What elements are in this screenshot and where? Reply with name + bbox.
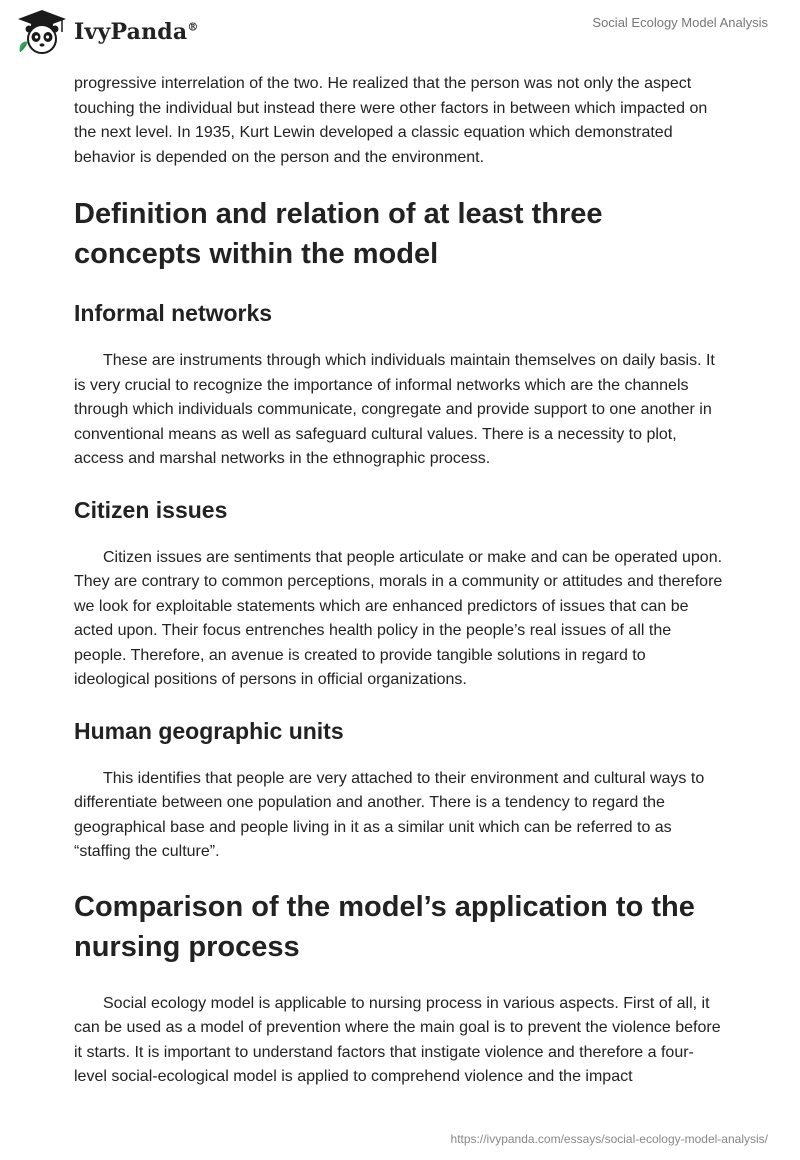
- section-heading-definitions: Definition and relation of at least three concepts within the model: [74, 198, 603, 270]
- section-heading-comparison: Comparison of the model’s application to the nursing process: [74, 890, 695, 963]
- source-url: https://ivypanda.com/essays/social-ecology-model-analysis/: [450, 1132, 768, 1146]
- panda-graduation-cap-icon: [14, 8, 70, 56]
- subheading-human-geographic-units: Human geographic units: [74, 717, 344, 744]
- page-header: [0, 0, 800, 64]
- article-body: [74, 72, 724, 1090]
- paragraph-citizen-issues: Citizen issues are sentiments that people articulate or make and can be operated upon. They are contrary to common perceptions, morals in a community or attitudes and therefore we look for exploitable statements which are enhanced predictors of issues that can be acted upon. Their focus entrenches health policy in the people’s real issues of all the people. Therefore, an avenue is created to provide tangible solutions in regard to ideological positions of persons in official organizations.: [74, 548, 723, 688]
- brand-logo[interactable]: [14, 8, 199, 56]
- document-title: Social Ecology Model Analysis: [592, 15, 768, 30]
- paragraph-informal-networks: These are instruments through which individuals maintain themselves on daily basis. It is very crucial to recognize the importance of informal networks which are the channels through which individuals communicate, congregate and provide support to one another in conventional means as well as safeguard cultural values. There is a necessity to plot, access and marshal networks in the ethnographic process.: [74, 352, 715, 467]
- brand-name: IvyPanda®: [74, 19, 199, 45]
- paragraph-comparison: Social ecology model is applicable to nursing process in various aspects. First of all, it can be used as a model of prevention where the main goal is to prevent the violence before it starts. It is important to understand factors that instigate violence and therefore a four-level social-ecological model is applied to comprehend violence and the impact: [74, 994, 721, 1085]
- intro-paragraph: progressive interrelation of the two. He realized that the person was not only the aspect touching the individual but instead there were other factors in between which impacted on the next level. In 1935, Kurt Lewin developed a classic equation which demonstrated behavior is depended on the person and the environment.: [74, 75, 708, 166]
- subheading-informal-networks: Informal networks: [74, 300, 273, 326]
- subheading-citizen-issues: Citizen issues: [74, 496, 228, 523]
- paragraph-human-geographic-units: This identifies that people are very attached to their environment and cultural ways to differentiate between one population and another. There is a tendency to regard the geographical base and people living in it as a similar unit which can be referred to as “staffing the culture”.: [74, 769, 705, 860]
